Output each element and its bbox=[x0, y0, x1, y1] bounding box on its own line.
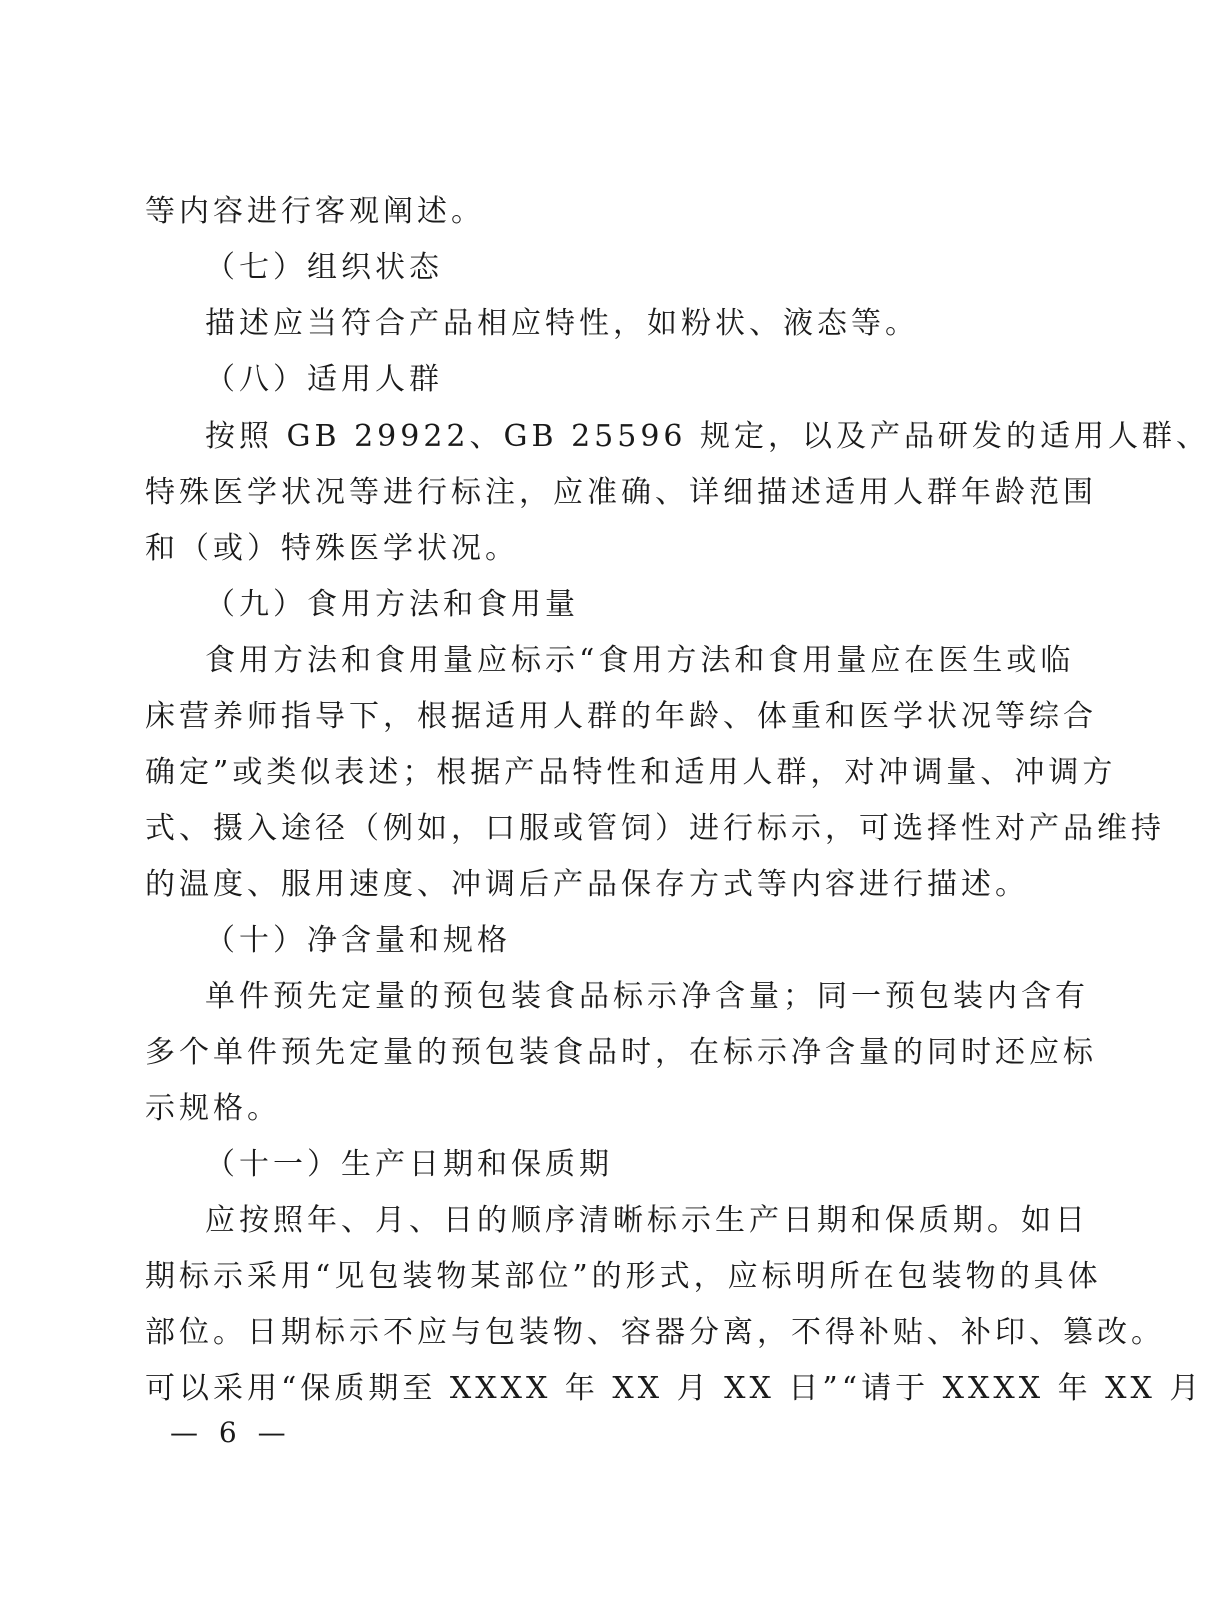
section-heading: （七）组织状态 bbox=[205, 250, 443, 285]
section-heading: （八）适用人群 bbox=[205, 362, 443, 397]
body-line: 多个单件预先定量的预包装食品时，在标示净含量的同时还应标 bbox=[145, 1035, 1097, 1070]
body-line: 按照 GB 29922、GB 25596 规定，以及产品研发的适用人群、 bbox=[205, 419, 1210, 454]
body-line: 期标示采用“见包装物某部位”的形式，应标明所在包装物的具体 bbox=[145, 1259, 1102, 1294]
body-line: 确定”或类似表述；根据产品特性和适用人群，对冲调量、冲调方 bbox=[145, 755, 1117, 790]
body-line: 描述应当符合产品相应特性，如粉状、液态等。 bbox=[205, 306, 919, 341]
section-heading: （十）净含量和规格 bbox=[205, 923, 511, 958]
body-line: 的温度、服用速度、冲调后产品保存方式等内容进行描述。 bbox=[145, 867, 1029, 902]
body-line: 床营养师指导下，根据适用人群的年龄、体重和医学状况等综合 bbox=[145, 699, 1097, 734]
body-line: 部位。日期标示不应与包装物、容器分离，不得补贴、补印、篡改。 bbox=[145, 1315, 1165, 1350]
page-number: — 6 — bbox=[170, 1416, 292, 1449]
body-line: 特殊医学状况等进行标注，应准确、详细描述适用人群年龄范围 bbox=[145, 475, 1097, 510]
body-line: 示规格。 bbox=[145, 1091, 281, 1126]
section-heading: （十一）生产日期和保质期 bbox=[205, 1147, 613, 1182]
body-line: 食用方法和食用量应标示“食用方法和食用量应在医生或临 bbox=[205, 643, 1075, 678]
body-line: 应按照年、月、日的顺序清晰标示生产日期和保质期。如日 bbox=[205, 1203, 1089, 1238]
body-line: 单件预先定量的预包装食品标示净含量；同一预包装内含有 bbox=[205, 979, 1089, 1014]
body-line: 等内容进行客观阐述。 bbox=[145, 194, 485, 229]
section-heading: （九）食用方法和食用量 bbox=[205, 587, 579, 622]
body-line: 可以采用“保质期至 XXXX 年 XX 月 XX 日”“请于 XXXX 年 XX 月 bbox=[145, 1371, 1204, 1406]
body-line: 和（或）特殊医学状况。 bbox=[145, 531, 519, 566]
body-line: 式、摄入途径（例如，口服或管饲）进行标示，可选择性对产品维持 bbox=[145, 811, 1165, 846]
